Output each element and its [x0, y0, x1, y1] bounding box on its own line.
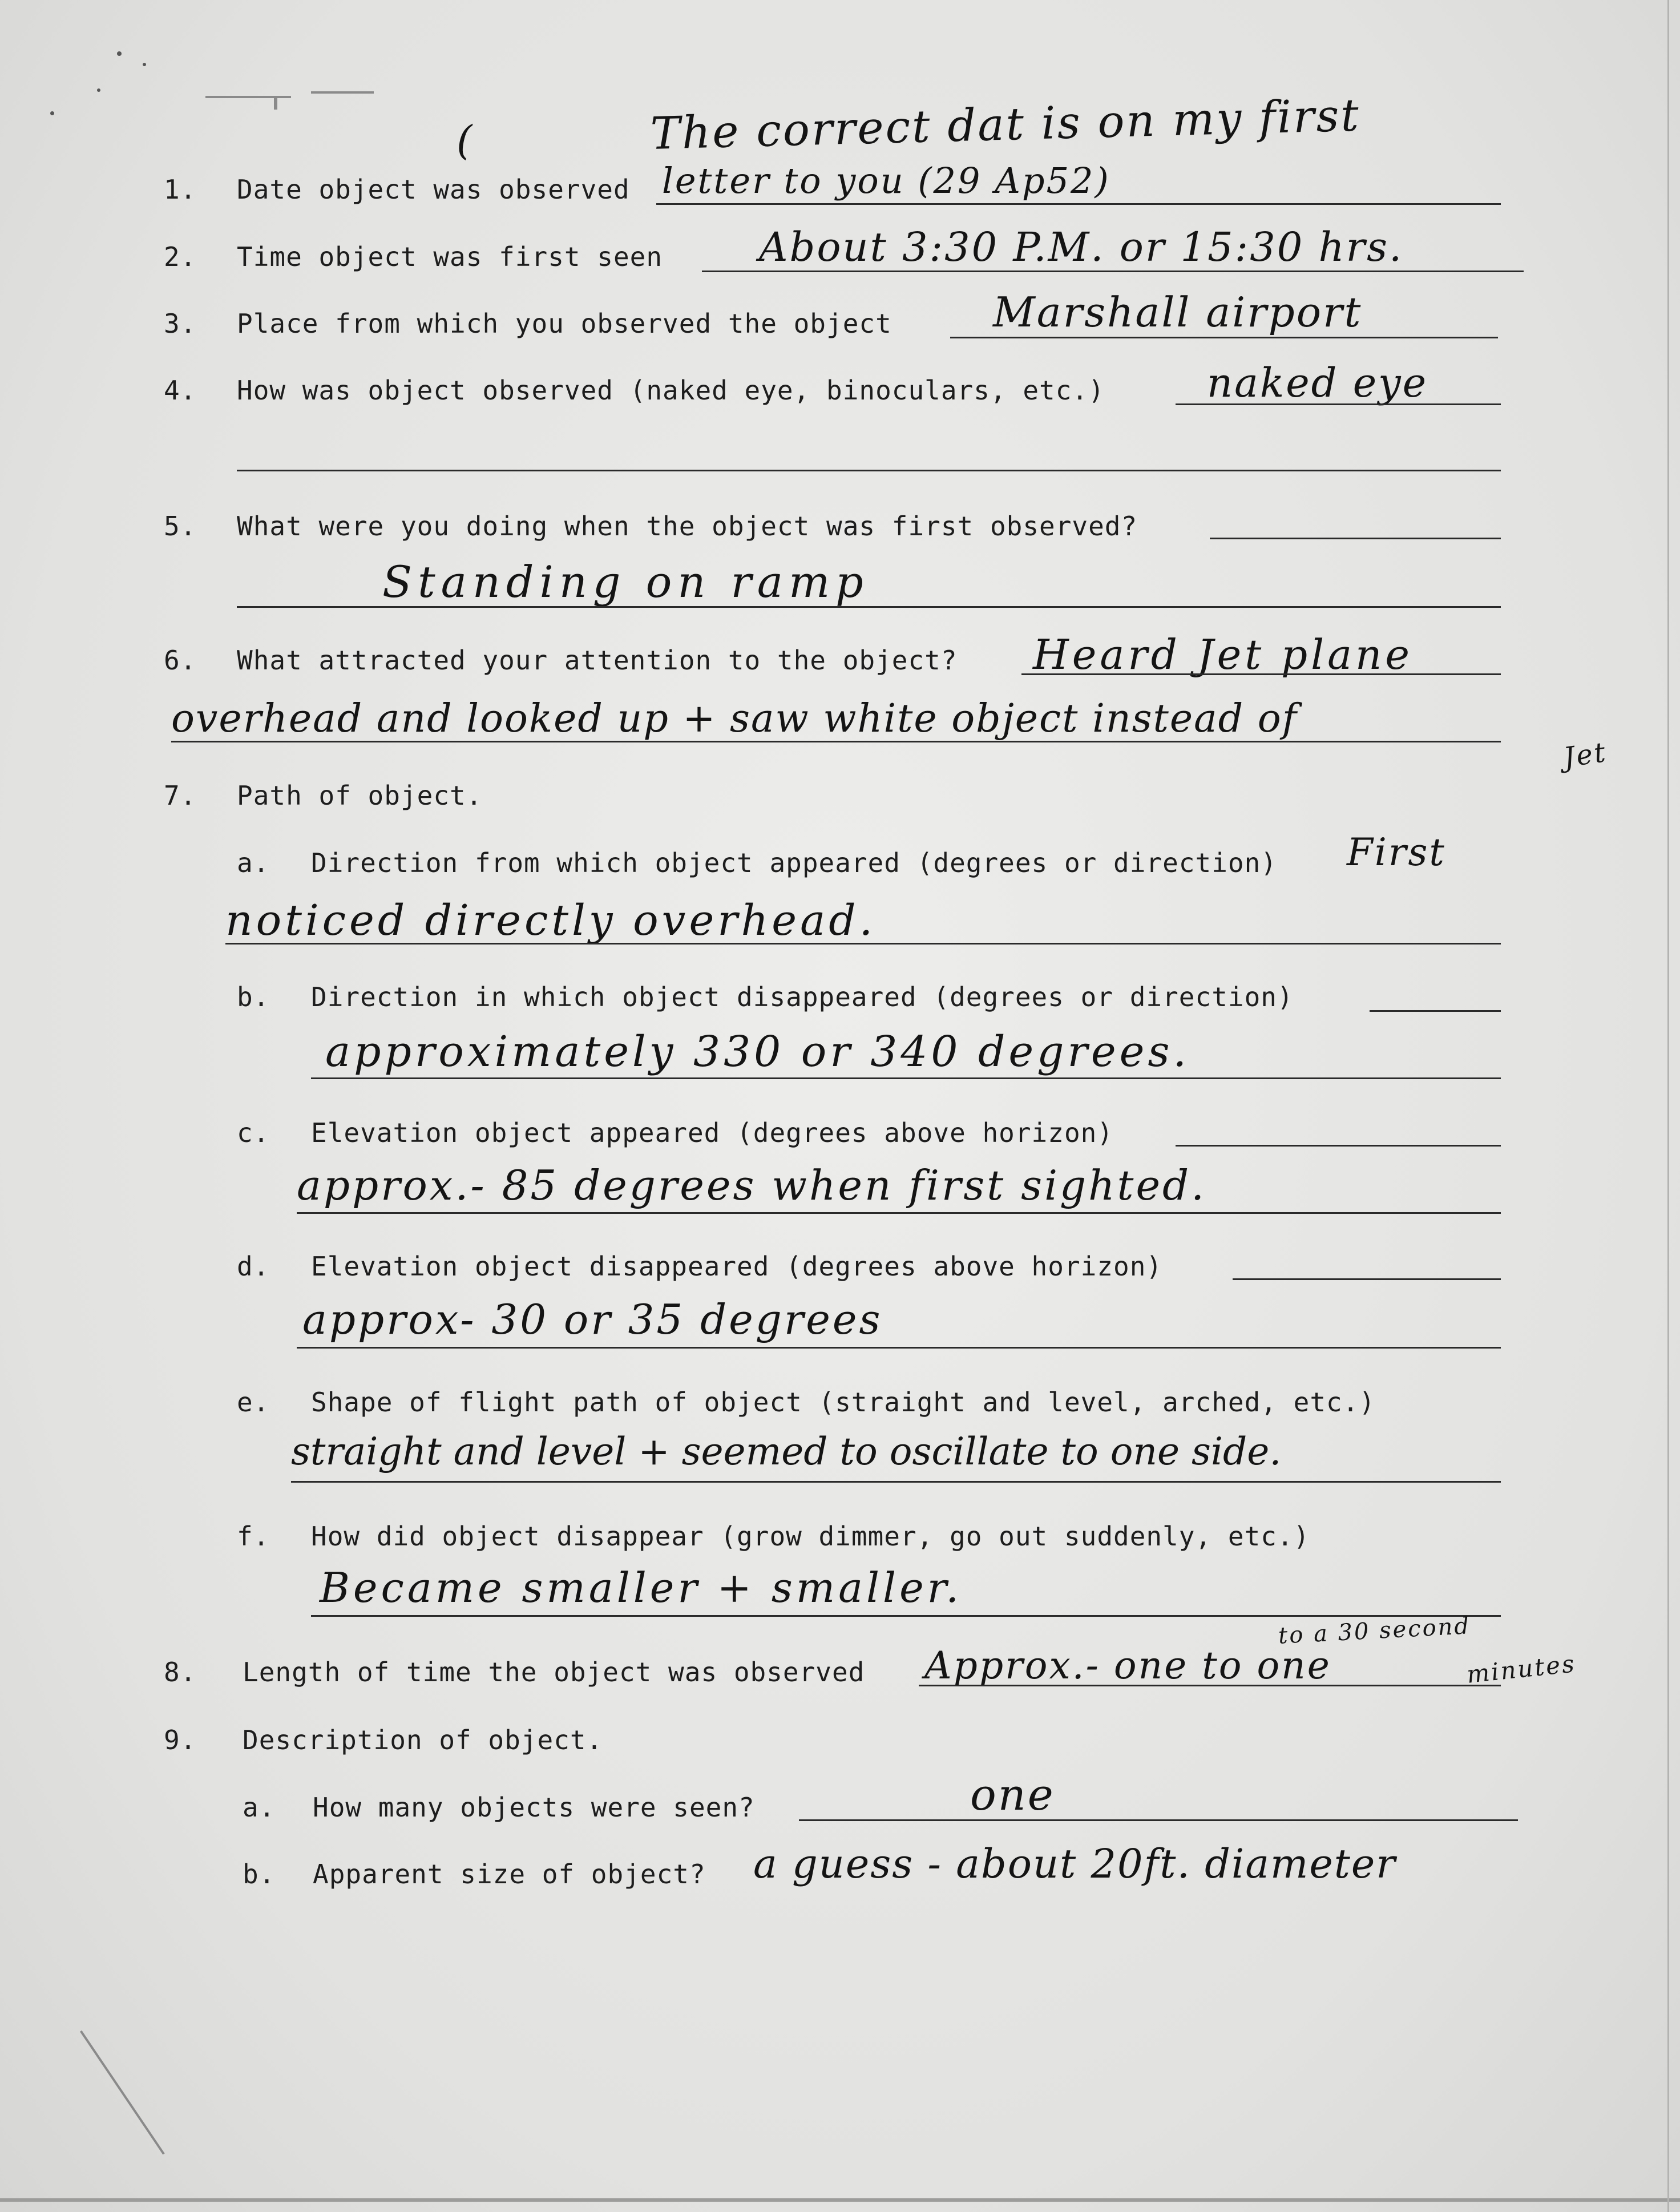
q7a-letter: a. — [237, 847, 270, 878]
scan-speck — [143, 63, 146, 66]
q5-blank-line — [1210, 538, 1501, 539]
scan-mark — [311, 91, 374, 94]
q7e-label: Shape of flight path of object (straight and level, arched, etc.) — [311, 1387, 1376, 1418]
q7f-answer-line — [311, 1615, 1501, 1617]
q7d-label: Elevation object disappeared (degrees above horizon) — [311, 1251, 1163, 1282]
q7c-blank-line — [1176, 1145, 1501, 1147]
q8-answer-tail: minutes — [1465, 1649, 1577, 1689]
q1-label: Date object was observed — [237, 174, 630, 205]
q9b-letter: b. — [243, 1859, 276, 1890]
q5-answer: Standing on ramp — [382, 556, 869, 607]
q9-number: 9. — [164, 1725, 197, 1755]
q7d-answer: approx- 30 or 35 degrees — [302, 1295, 883, 1343]
q7b-letter: b. — [237, 982, 270, 1012]
q6-answer-tail: Jet — [1561, 736, 1609, 774]
q8-answer: Approx.- one to one — [924, 1644, 1331, 1688]
q2-number: 2. — [164, 241, 197, 272]
q7f-label: How did object disappear (grow dimmer, go out suddenly, etc.) — [311, 1521, 1310, 1552]
q1-answer-line — [656, 203, 1501, 205]
q8-label: Length of time the object was observed — [243, 1657, 865, 1688]
q7a-answer-line — [225, 943, 1501, 944]
q9a-label: How many objects were seen? — [313, 1792, 755, 1823]
q1-open-paren: ( — [457, 117, 474, 164]
scan-mark — [274, 97, 277, 110]
q3-answer: Marshall airport — [993, 288, 1363, 336]
q7a-label: Direction from which object appeared (degrees or direction) — [311, 847, 1277, 878]
q7c-label: Elevation object appeared (degrees above horizon) — [311, 1117, 1114, 1148]
q9-label: Description of object. — [243, 1725, 603, 1755]
q2-answer-line — [702, 271, 1524, 272]
q7c-letter: c. — [237, 1117, 270, 1148]
q2-answer: About 3:30 P.M. or 15:30 hrs. — [759, 224, 1404, 271]
q7f-answer: Became smaller + smaller. — [320, 1564, 963, 1612]
q7c-answer: approx.- 85 degrees when first sighted. — [297, 1161, 1207, 1209]
scan-speck — [97, 88, 100, 92]
q6-continuation-line — [171, 741, 1501, 742]
q7b-blank-line — [1370, 1010, 1501, 1012]
q1-answer: letter to you (29 Ap52) — [662, 160, 1110, 201]
q7-label: Path of object. — [237, 780, 483, 811]
q8-answer-line — [919, 1685, 1501, 1686]
q7c-answer-line — [297, 1212, 1501, 1214]
q7b-label: Direction in which object disappeared (degrees or direction) — [311, 982, 1294, 1012]
q6-number: 6. — [164, 645, 197, 676]
q4-number: 4. — [164, 375, 197, 406]
q5-label: What were you doing when the object was first observed? — [237, 511, 1138, 542]
q4-continuation-line — [237, 470, 1501, 471]
q9a-answer: one — [970, 1769, 1055, 1820]
q4-answer: naked eye — [1207, 360, 1428, 406]
q7d-blank-line — [1233, 1278, 1501, 1280]
scan-fold-line — [80, 2031, 165, 2155]
q7b-answer-line — [311, 1077, 1501, 1079]
q7a-answer-line2: noticed directly overhead. — [225, 896, 877, 945]
q7e-letter: e. — [237, 1387, 270, 1418]
q5-answer-line — [237, 606, 1501, 608]
q8-answer-note: to a 30 second — [1278, 1613, 1472, 1649]
q1-handwritten-note: The correct dat is on my first — [649, 90, 1361, 160]
q3-answer-line — [950, 337, 1498, 338]
q7b-answer: approximately 330 or 340 degrees. — [325, 1027, 1190, 1076]
q7d-letter: d. — [237, 1251, 270, 1282]
scan-speck — [50, 111, 54, 115]
q6-answer-line1: Heard Jet plane — [1033, 631, 1414, 679]
q9b-label: Apparent size of object? — [313, 1859, 706, 1890]
q7-number: 7. — [164, 780, 197, 811]
q9b-answer: a guess - about 20ft. diameter — [753, 1840, 1396, 1887]
scan-mark — [205, 96, 291, 98]
q5-number: 5. — [164, 511, 197, 542]
q8-number: 8. — [164, 1657, 197, 1688]
q7e-answer-line — [291, 1481, 1501, 1483]
q3-number: 3. — [164, 308, 197, 339]
q7d-answer-line — [297, 1347, 1501, 1349]
q7f-letter: f. — [237, 1521, 270, 1552]
q4-label: How was object observed (naked eye, binoculars, etc.) — [237, 375, 1105, 406]
q4-answer-line — [1176, 403, 1501, 405]
q6-answer-line — [1021, 673, 1501, 675]
q9a-answer-line — [799, 1819, 1518, 1821]
q6-label: What attracted your attention to the object? — [237, 645, 958, 676]
page-bottom-edge — [0, 2198, 1680, 2202]
q7a-answer-line1: First — [1347, 830, 1446, 874]
q3-label: Place from which you observed the object — [237, 308, 892, 339]
q6-answer-line2: overhead and looked up + saw white object instead of — [171, 696, 1298, 741]
q9a-letter: a. — [243, 1792, 276, 1823]
scan-speck — [117, 51, 122, 56]
page-right-edge — [1667, 0, 1669, 2212]
q7e-answer: straight and level + seemed to oscillate to one side. — [291, 1430, 1282, 1474]
q2-label: Time object was first seen — [237, 241, 663, 272]
q1-number: 1. — [164, 174, 197, 205]
